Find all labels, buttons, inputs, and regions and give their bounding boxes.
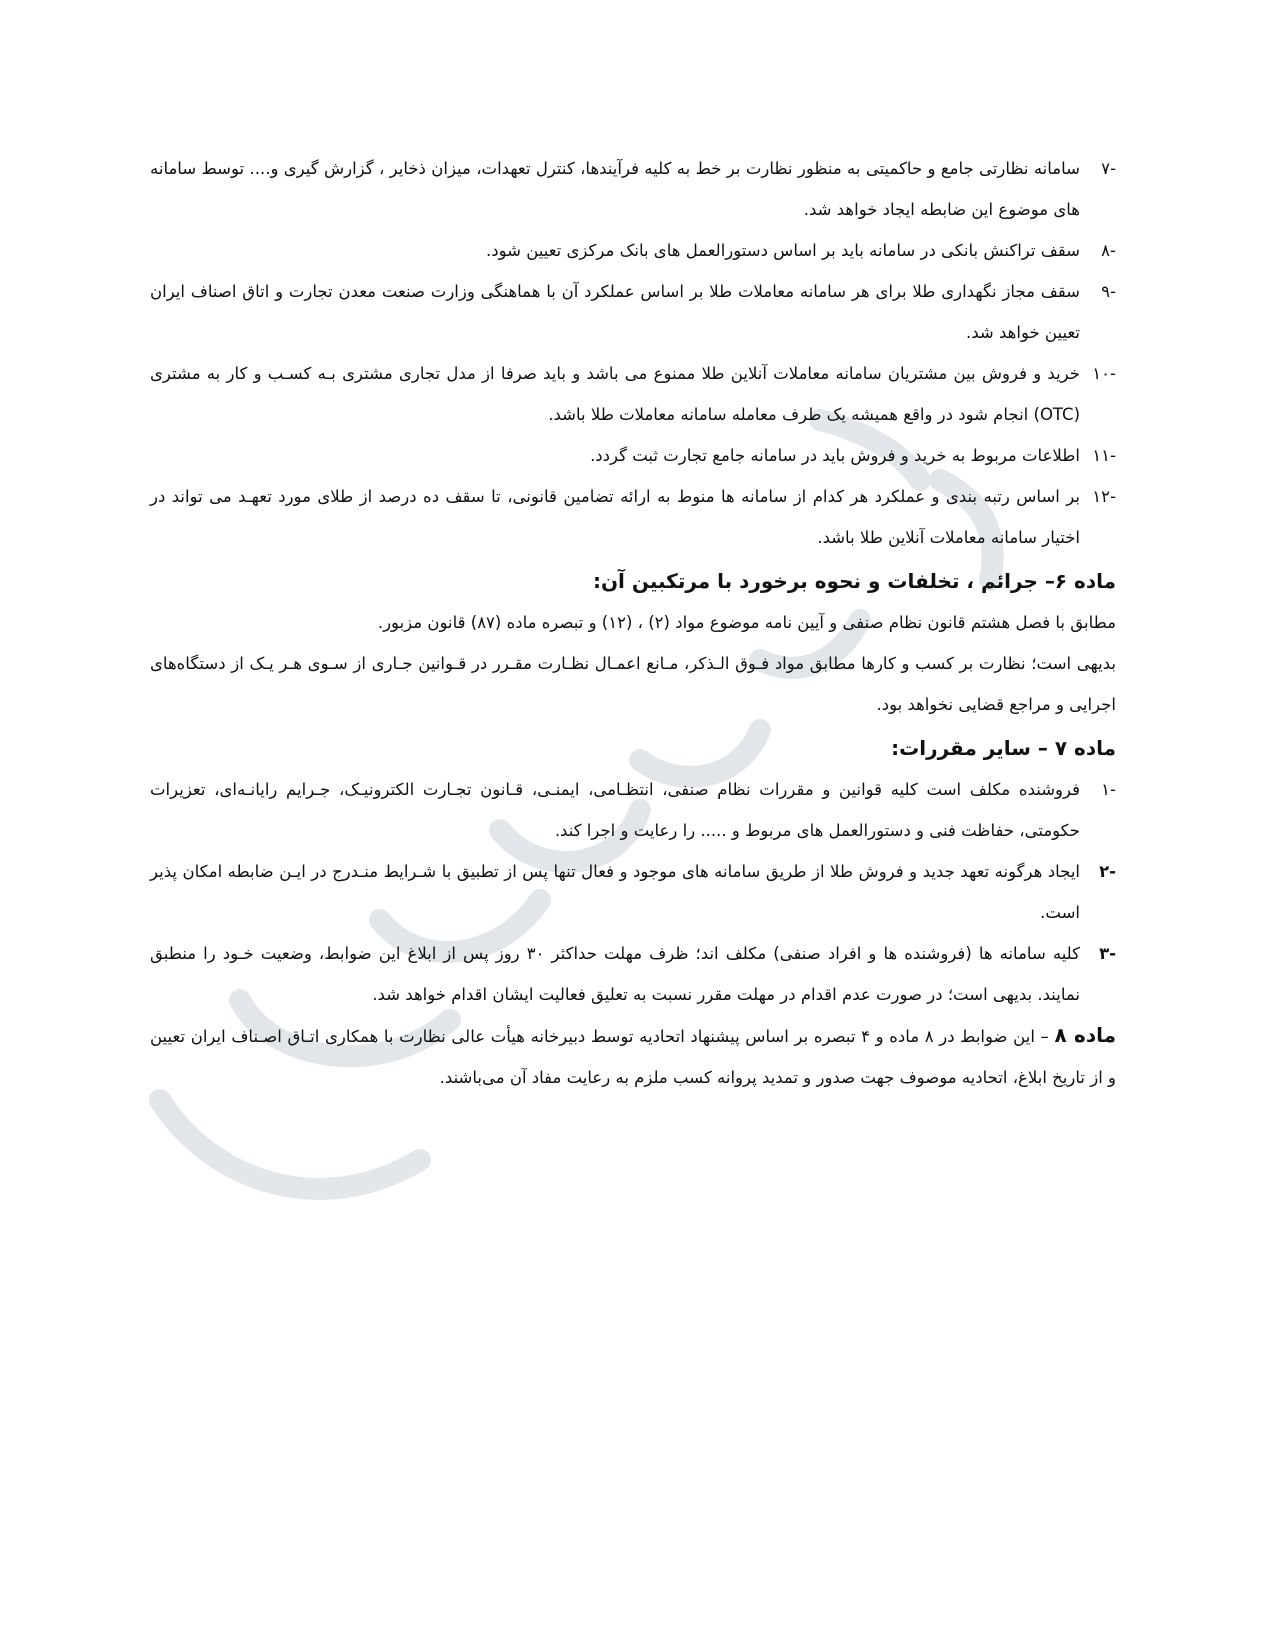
item-text: سقف مجاز نگهداری طلا برای هر سامانه معاملات طلا بر اساس عملکرد آن با هماهنگی وزارت صنعت معدن تجارت و اتاق اصناف ایران تعیین خواهد شد. — [150, 282, 1080, 342]
item-number: -۳ — [1099, 944, 1116, 963]
list-item — [150, 230, 1116, 271]
item-text: سقف تراکنش بانکی در سامانه باید بر اساس دستورالعمل های بانک مرکزی تعیین شود. — [486, 241, 1080, 260]
item-number: -۱۱ — [1092, 446, 1116, 465]
list-a — [150, 148, 1116, 558]
list-item — [150, 769, 1116, 851]
item-text: خرید و فروش بین مشتریان سامانه معاملات آنلاین طلا ممنوع می باشد و باید صرفا از مدل تجاری مشتری بـه کسـب و کار به مشتری (OTC) انجام شود در واقع همیشه یک طرف معامله سامانه معاملات طلا باشد. — [150, 364, 1080, 424]
item-number: -۲ — [1099, 862, 1116, 881]
item-number: -۱۰ — [1092, 364, 1116, 383]
list-item — [150, 476, 1116, 558]
list-item — [150, 353, 1116, 435]
item-text: ایجاد هرگونه تعهد جدید و فروش طلا از طریق سامانه های موجود و فعال تنها پس از تطبیق با شـرایط منـدرج در ایـن ضابطه امکان پذیر است. — [150, 862, 1080, 922]
article-6-paragraph-2: بدیهی است؛ نظارت بر کسب و کارها مطابق مواد فـوق الـذکر، مـانع اعمـال نظـارت مقـرر در قـوانین جـاری از سـوی هـر یـک از دستگاه‌های اجرایی و مراجع قضایی نخواهد بود. — [150, 654, 1116, 714]
item-number: -۱ — [1101, 780, 1116, 799]
list-item — [150, 851, 1116, 933]
article-8-text: – این ضوابط در ۸ ماده و ۴ تبصره بر اساس پیشنهاد اتحادیه توسط دبیرخانه هیأت عالی نظارت با همکاری اتـاق اصـناف ایران تعیین و از تاریخ ابلاغ، اتحادیه موصوف جهت صدور و تمدید پروانه کسب ملزم به رعایت مفاد آن می‌باشند. — [150, 1027, 1116, 1087]
item-number: -۱۲ — [1092, 487, 1116, 506]
item-number: -۷ — [1101, 159, 1116, 178]
list-item — [150, 435, 1116, 476]
article-8-paragraph — [150, 1015, 1116, 1098]
item-text: بر اساس رتبه بندی و عملکرد هر کدام از سامانه ها منوط به ارائه تضامین قانونی، تا سقف ده درصد از طلای مورد تعهـد می تواند در اختیار سامانه معاملات آنلاین طلا باشد. — [150, 487, 1080, 547]
article-8-label: ماده ۸ — [1054, 1023, 1116, 1047]
article-6-paragraph-1: مطابق با فصل هشتم قانون نظام صنفی و آیین نامه موضوع مواد (۲) ، (۱۲) و تبصره ماده (۸۷) قانون مزبور. — [377, 613, 1116, 632]
document-body — [150, 148, 1116, 1098]
item-text: سامانه نظارتی جامع و حاکمیتی به منظور نظارت بر خط به کلیه فرآیندها، کنترل تعهدات، میزان ذخایر ، گزارش گیری و.... توسط سامانه های موضوع این ضابطه ایجاد خواهد شد. — [150, 159, 1080, 219]
article-6-heading: ماده ۶– جرائم ، تخلفات و نحوه برخورد با مرتکبین آن: — [592, 569, 1116, 593]
list-item — [150, 271, 1116, 353]
article-7-heading: ماده ۷ – سایر مقررات: — [891, 736, 1116, 760]
item-text: کلیه سامانه ها (فروشنده ها و افراد صنفی) مکلف اند؛ ظرف مهلت حداکثر ۳۰ روز پس از ابلاغ این ضوابط، وضعیت خـود را منطبق نمایند. بدیهی است؛ در صورت عدم اقدام در مهلت مقرر نسبت به تعلیق فعالیت ایشان اقدام خواهد شد. — [150, 944, 1080, 1004]
item-text: اطلاعات مربوط به خرید و فروش باید در سامانه جامع تجارت ثبت گردد. — [590, 446, 1080, 465]
list-item — [150, 148, 1116, 230]
article-7-list — [150, 769, 1116, 1015]
list-item — [150, 933, 1116, 1015]
item-text: فروشنده مکلف است کلیه قوانین و مقررات نظام صنفی، انتظـامی، ایمنـی، قـانون تجـارت الکترونیـک، جـرایم رایانـه‌ای، تعزیرات حکومتی، حفاظت فنی و دستورالعمل های مربوط و ..... را رعایت و اجرا کند. — [150, 780, 1080, 840]
item-number: -۹ — [1101, 282, 1116, 301]
item-number: -۸ — [1101, 241, 1116, 260]
